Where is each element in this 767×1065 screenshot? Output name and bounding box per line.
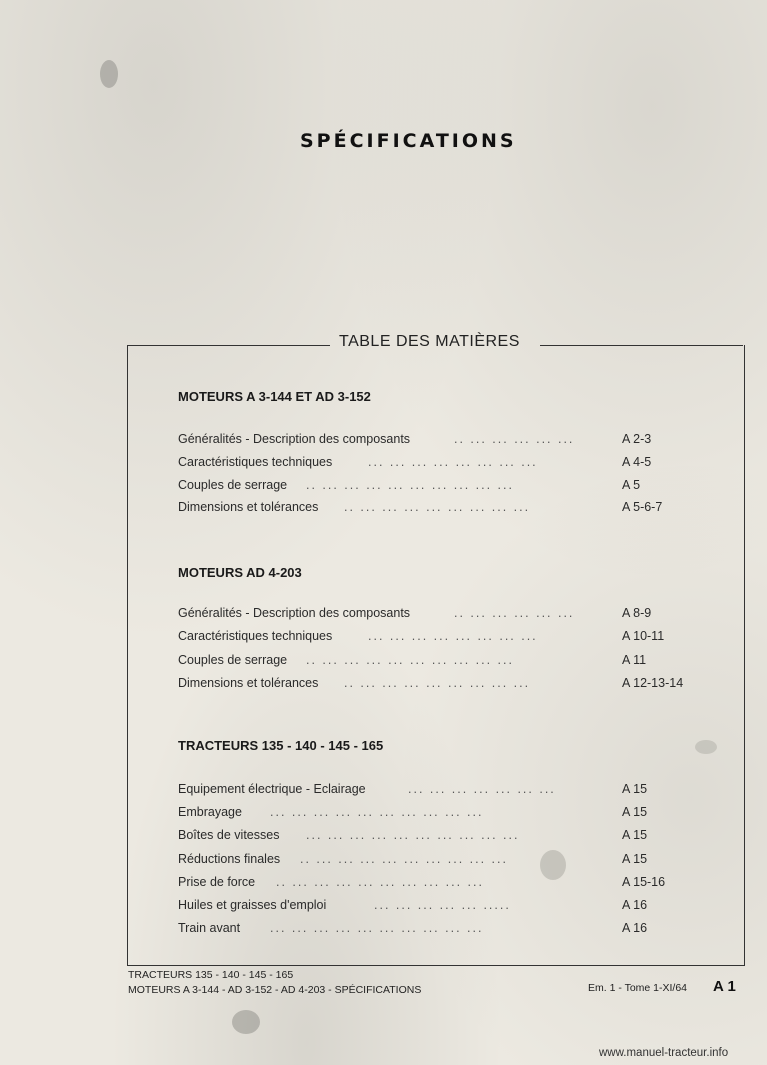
toc-entry-ref: A 4-5: [622, 455, 652, 469]
toc-entry-label: Boîtes de vitesses: [178, 828, 280, 842]
leader-dots: ... ... ... ... ... .....: [374, 898, 511, 912]
leader-dots: ... ... ... ... ... ... ... ... ... ...: [270, 805, 484, 819]
watermark: www.manuel-tracteur.info: [599, 1047, 729, 1059]
toc-entry-ref: A 15: [622, 852, 648, 866]
toc-section-title: MOTEURS AD 4-203: [178, 565, 302, 580]
toc-entry: [178, 875, 718, 893]
scan-stain: [695, 740, 717, 754]
toc-entry-ref: A 15-16: [622, 875, 666, 889]
toc-entry: [178, 898, 718, 916]
toc-entry-label: Dimensions et tolérances: [178, 500, 319, 514]
edition-info: Em. 1 - Tome 1-XI/64: [588, 982, 688, 994]
toc-entry-ref: A 16: [622, 921, 648, 935]
toc-entry-label: Couples de serrage: [178, 478, 288, 492]
toc-entry: [178, 455, 718, 473]
toc-entry-label: Embrayage: [178, 805, 242, 819]
toc-entry: [178, 852, 718, 870]
toc-entry-ref: A 10-11: [622, 629, 665, 643]
toc-entry-label: Caractéristiques techniques: [178, 629, 333, 643]
scan-stain: [540, 850, 566, 880]
leader-dots: ... ... ... ... ... ... ... ... ... ...: [306, 828, 520, 842]
toc-entry-label: Généralités - Description des composants: [178, 606, 411, 620]
toc-section-title: TRACTEURS 135 - 140 - 145 - 165: [178, 738, 384, 753]
toc-entry-label: Caractéristiques techniques: [178, 455, 333, 469]
scan-stain: [232, 1010, 260, 1034]
toc-entry: [178, 805, 718, 823]
toc-entry: [178, 606, 718, 624]
toc-box-top-left-rule: [127, 345, 330, 346]
leader-dots: .. ... ... ... ... ... ... ... ... ...: [276, 875, 484, 889]
leader-dots: ... ... ... ... ... ... ... ...: [368, 455, 538, 469]
toc-entry-label: Dimensions et tolérances: [178, 676, 319, 690]
leader-dots: ... ... ... ... ... ... ... ...: [368, 629, 538, 643]
leader-dots: ... ... ... ... ... ... ... ... ... ...: [270, 921, 484, 935]
toc-entry: [178, 629, 718, 647]
toc-entry-label: Couples de serrage: [178, 653, 288, 667]
scan-stain: [100, 60, 118, 88]
leader-dots: .. ... ... ... ... ... ... ... ... ...: [306, 653, 514, 667]
toc-entry-ref: A 15: [622, 782, 648, 796]
toc-entry-ref: A 8-9: [622, 606, 652, 620]
toc-entry: [178, 478, 718, 496]
toc-entry-label: Train avant: [178, 921, 241, 935]
page-number: A 1: [713, 978, 736, 995]
toc-entry-ref: A 5-6-7: [622, 500, 663, 514]
leader-dots: ... ... ... ... ... ... ...: [408, 782, 556, 796]
toc-entry: [178, 676, 718, 694]
toc-entry-label: Réductions finales: [178, 852, 281, 866]
toc-entry-ref: A 11: [622, 653, 647, 667]
leader-dots: .. ... ... ... ... ... ... ... ... ...: [300, 852, 508, 866]
page-title: SPÉCIFICATIONS: [300, 130, 517, 152]
toc-entry: [178, 432, 718, 450]
toc-entry-label: Généralités - Description des composants: [178, 432, 411, 446]
toc-entry-label: Huiles et graisses d'emploi: [178, 898, 327, 912]
toc-entry: [178, 828, 718, 846]
footer-line-1: TRACTEURS 135 - 140 - 145 - 165: [128, 969, 294, 981]
leader-dots: .. ... ... ... ... ...: [454, 432, 575, 446]
toc-entry-ref: A 5: [622, 478, 641, 492]
toc-entry-ref: A 15: [622, 828, 648, 842]
footer-line-2: MOTEURS A 3-144 - AD 3-152 - AD 4-203 - SPÉCIFICATIONS: [128, 984, 422, 996]
toc-entry-ref: A 12-13-14: [622, 676, 684, 690]
toc-entry: [178, 782, 718, 800]
toc-entry: [178, 653, 718, 671]
leader-dots: .. ... ... ... ... ...: [454, 606, 575, 620]
toc-heading: TABLE DES MATIÈRES: [339, 333, 520, 350]
toc-section-title: MOTEURS A 3-144 ET AD 3-152: [178, 389, 371, 404]
toc-entry-label: Prise de force: [178, 875, 256, 889]
toc-box-top-right-rule: [540, 345, 743, 346]
toc-entry-ref: A 2-3: [622, 432, 652, 446]
leader-dots: .. ... ... ... ... ... ... ... ... ...: [306, 478, 514, 492]
toc-entry-label: Equipement électrique - Eclairage: [178, 782, 366, 796]
leader-dots: .. ... ... ... ... ... ... ... ...: [344, 676, 531, 690]
leader-dots: .. ... ... ... ... ... ... ... ...: [344, 500, 531, 514]
toc-entry-ref: A 16: [622, 898, 648, 912]
toc-entry: [178, 921, 718, 939]
toc-entry-ref: A 15: [622, 805, 648, 819]
toc-entry: [178, 500, 718, 518]
